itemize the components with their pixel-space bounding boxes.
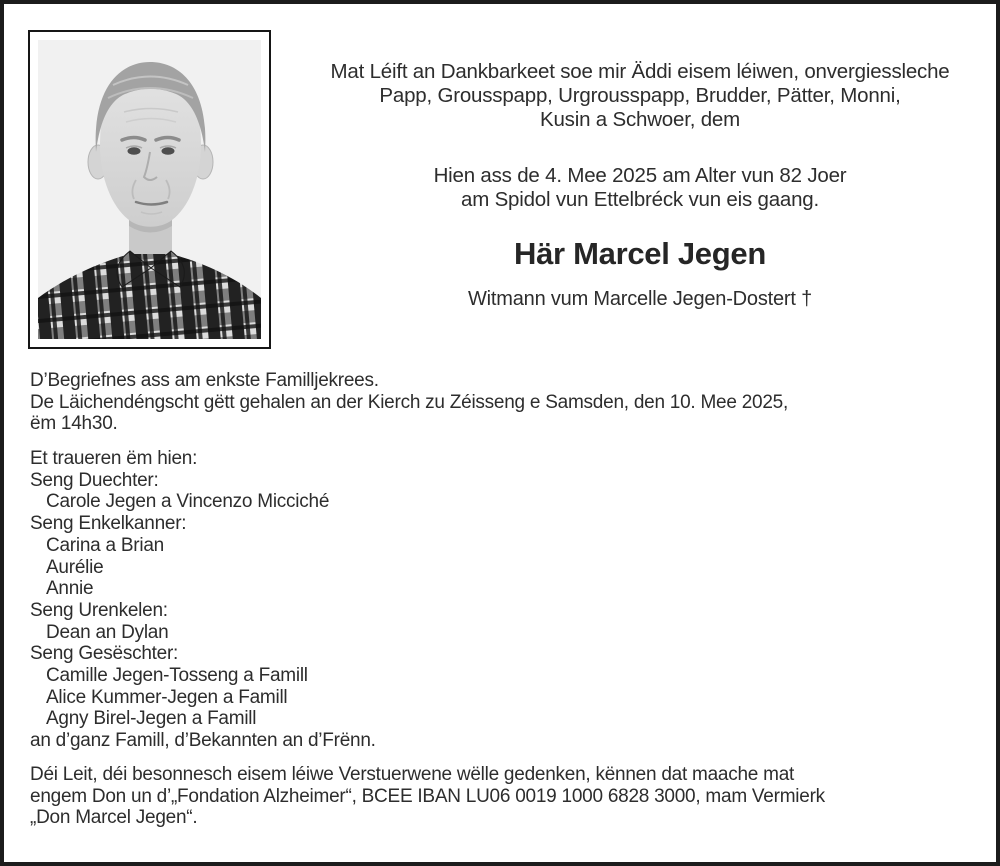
relation-line: Witmann vum Marcelle Jegen-Dostert † [467, 288, 813, 310]
donation-line: engem Don un d’„Fondation Alzheimer“, BCEE IBAN LU06 0019 1000 6828 3000, mam Vermierk [30, 785, 825, 807]
mourner-name: Dean an Dylan [46, 621, 169, 643]
mourner-name: Carole Jegen a Vincenzo Micciché [46, 491, 330, 513]
intro-line: Kusin a Schwoer, dem [540, 108, 740, 131]
mourner-group-label: Seng Duechter: [30, 469, 159, 491]
mourner-name: Annie [46, 578, 94, 600]
intro-text [288, 60, 992, 132]
funeral-line: ëm 14h30. [30, 413, 118, 435]
donation-line: Déi Leit, déi besonnesch eisem léiwe Verstuerwene wëlle gedenken, kënnen dat maache mat [30, 764, 795, 785]
deceased-name: Här Marcel Jegen [514, 236, 766, 271]
intro-line: Papp, Grousspapp, Urgrousspapp, Brudder, Pätter, Monni, [379, 84, 901, 107]
death-info-line: Hien ass de 4. Mee 2025 am Alter vun 82 Joer [433, 164, 847, 187]
mourner-name: Camille Jegen-Tosseng a Famill [46, 665, 308, 687]
death-info-line: am Spidol vun Ettelbréck vun eis gaang. [461, 188, 819, 211]
mourner-group-label: Seng Gesëschter: [30, 643, 179, 665]
funeral-info [30, 370, 788, 435]
funeral-line: D’Begriefnes ass am enkste Familljekrees. [30, 370, 379, 391]
mourners-heading: Et traueren ëm hien: [30, 448, 198, 469]
announcement-column [288, 4, 992, 311]
mourners-list [30, 448, 376, 752]
mourner-name: Alice Kummer-Jegen a Famill [46, 686, 288, 708]
mourner-name: Aurélie [46, 556, 104, 578]
death-info [288, 164, 992, 212]
donation-line: „Don Marcel Jegen“. [30, 807, 198, 829]
mourner-group-label: Seng Enkelkanner: [30, 513, 187, 535]
funeral-line: De Läichendéngscht gëtt gehalen an der Kierch zu Zéisseng e Samsden, den 10. Mee 2025, [30, 391, 789, 413]
mourner-group-label: Seng Urenkelen: [30, 599, 168, 621]
mourner-name: Agny Birel-Jegen a Famill [46, 708, 257, 730]
portrait-photo [38, 40, 261, 339]
donation-info [30, 764, 825, 829]
mourners-closing-line: an d’ganz Famill, d’Bekannten an d’Frënn. [30, 730, 376, 752]
intro-line: Mat Léift an Dankbarkeet soe mir Äddi eisem léiwen, onvergiessleche [330, 60, 950, 83]
deceased-photo-frame [28, 30, 271, 349]
mourner-name: Carina a Brian [46, 534, 164, 556]
